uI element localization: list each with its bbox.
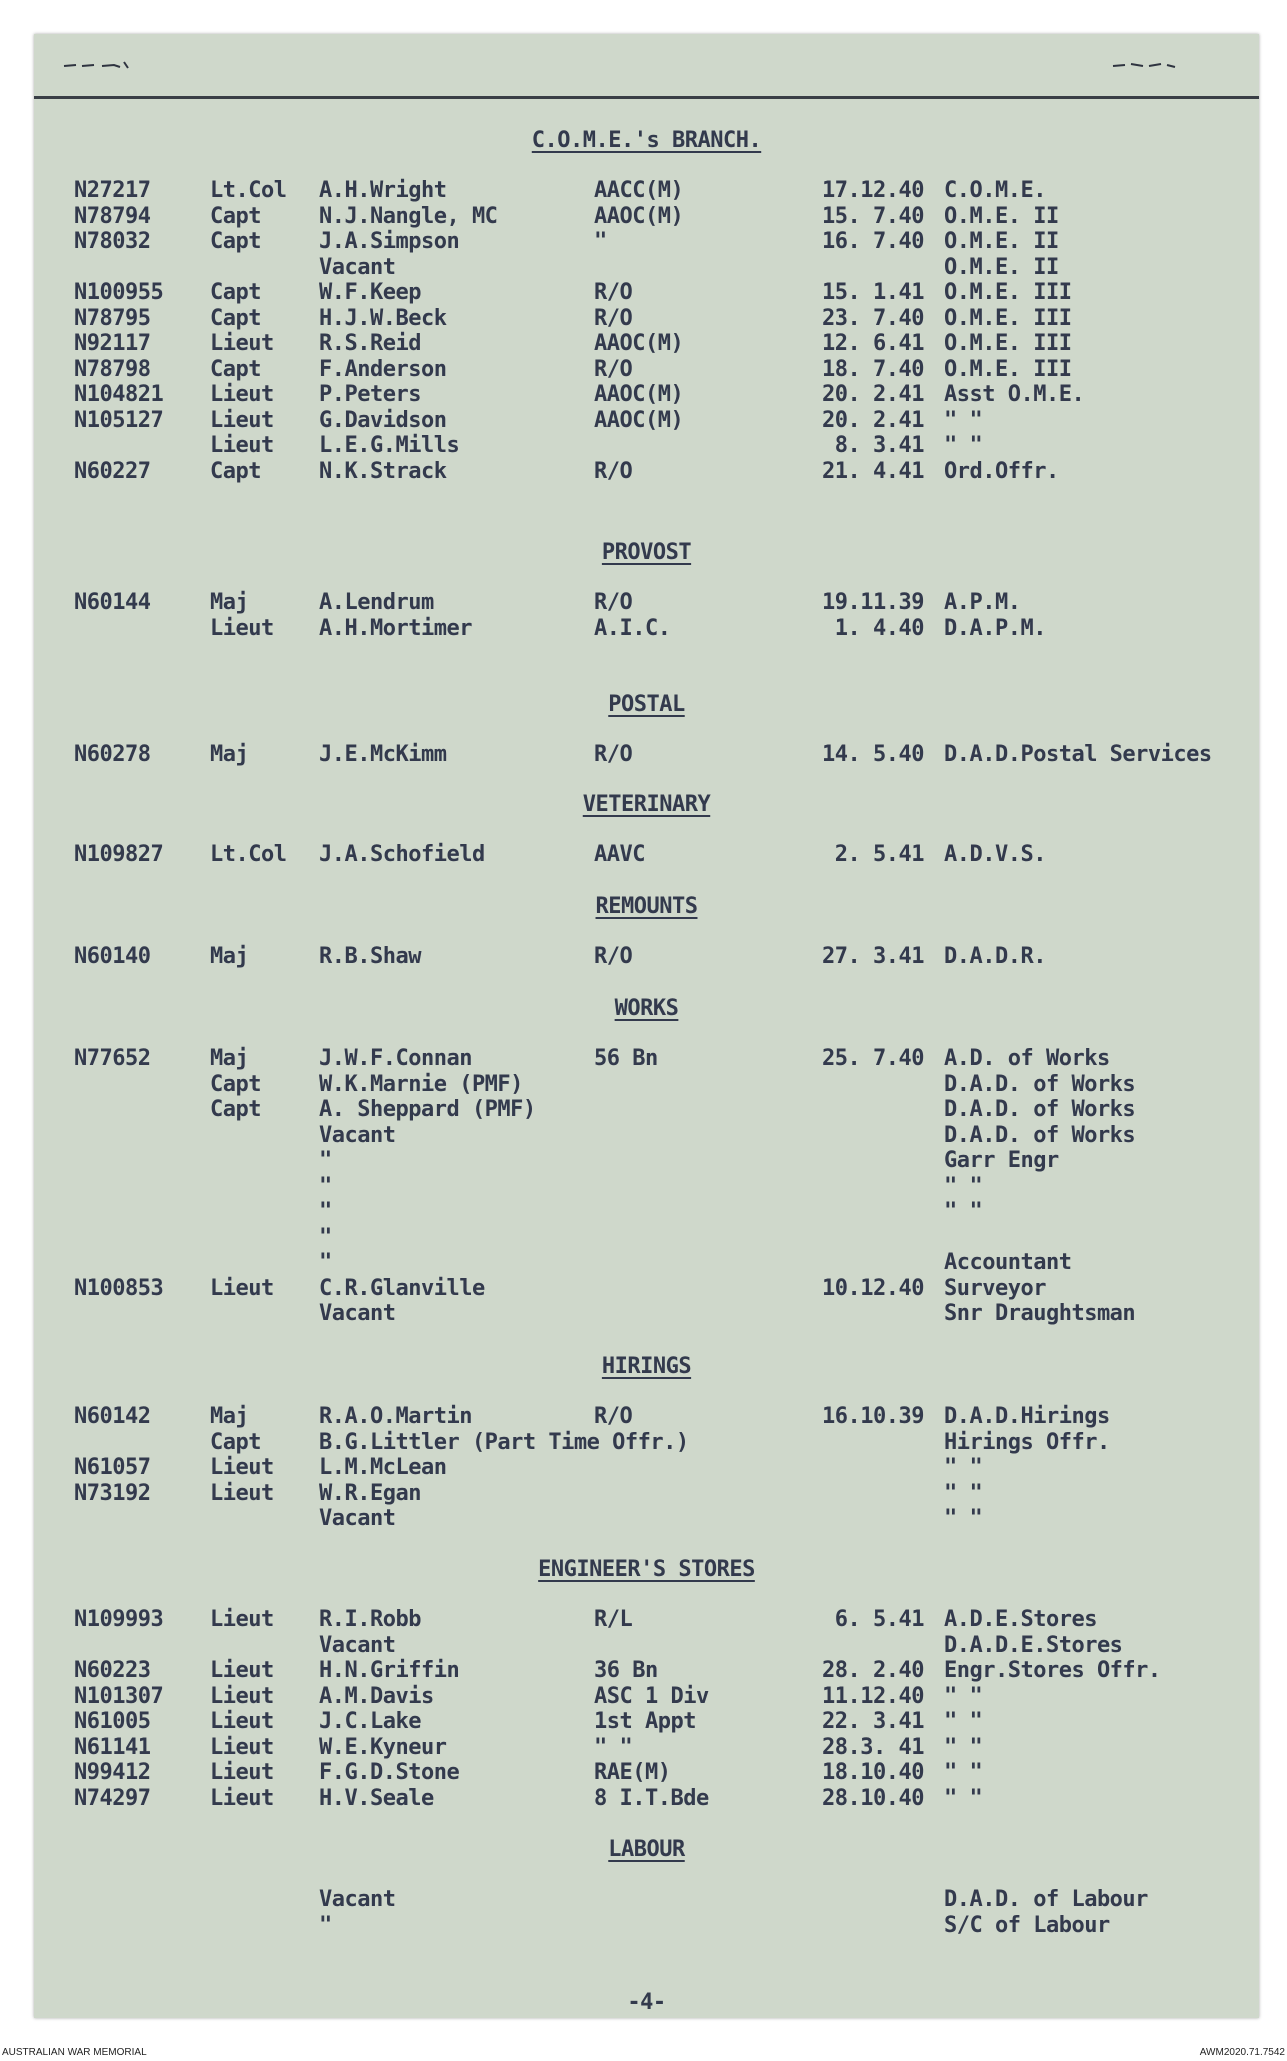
appointment: O.M.E. II: [944, 229, 1059, 254]
date: 6. 5.41: [834, 1607, 924, 1632]
service-number: N78795: [74, 306, 151, 331]
unit: 1st Appt: [594, 1709, 696, 1734]
rank: Capt: [210, 229, 261, 254]
officer-name: C.R.Glanville: [319, 1276, 485, 1301]
service-number: N101307: [74, 1684, 164, 1709]
rank: Lieut: [210, 1481, 274, 1506]
unit: AAOC(M): [594, 382, 684, 407]
officer-name: ": [319, 1913, 332, 1938]
officer-name: J.E.McKimm: [319, 742, 447, 767]
section-heading-text: POSTAL: [608, 692, 685, 717]
service-number: N60142: [74, 1404, 151, 1429]
date: 10.12.40: [822, 1276, 924, 1301]
officer-name: Vacant: [319, 1301, 396, 1326]
service-number: N74297: [74, 1786, 151, 1811]
officer-name: H.V.Seale: [319, 1786, 434, 1811]
section-heading: [34, 1557, 1259, 1582]
officer-name: H.N.Griffin: [319, 1658, 460, 1683]
officer-name: W.F.Keep: [319, 280, 421, 305]
appointment: D.A.D. of Works: [944, 1072, 1136, 1097]
appointment: " ": [944, 1684, 983, 1709]
officer-name: Vacant: [319, 1123, 396, 1148]
section-heading-text: REMOUNTS: [595, 894, 698, 919]
unit: R/O: [594, 1404, 633, 1429]
section-heading: [34, 894, 1259, 919]
appointment: O.M.E. II: [944, 204, 1059, 229]
pin-mark-left: [62, 58, 132, 72]
officer-name: ": [319, 1174, 332, 1199]
officer-name: ": [319, 1250, 332, 1275]
service-number: N105127: [74, 408, 164, 433]
service-number: N99412: [74, 1760, 151, 1785]
date: 15. 7.40: [822, 204, 924, 229]
appointment: Snr Draughtsman: [944, 1301, 1136, 1326]
footer-left: AUSTRALIAN WAR MEMORIAL: [2, 2047, 147, 2058]
section-heading-text: ENGINEER'S STORES: [538, 1557, 755, 1582]
appointment: O.M.E. III: [944, 306, 1072, 331]
officer-name: ": [319, 1148, 332, 1173]
service-number: N60140: [74, 944, 151, 969]
rank: Lieut: [210, 616, 274, 641]
appointment: Surveyor: [944, 1276, 1046, 1301]
officer-name: P.Peters: [319, 382, 421, 407]
rank: Lieut: [210, 408, 274, 433]
officer-name: N.K.Strack: [319, 459, 447, 484]
officer-name: Vacant: [319, 1633, 396, 1658]
date: 20. 2.41: [822, 408, 924, 433]
officer-name: W.E.Kyneur: [319, 1735, 447, 1760]
officer-name: Vacant: [319, 1506, 396, 1531]
officer-name: J.W.F.Connan: [319, 1046, 472, 1071]
unit: AACC(M): [594, 178, 684, 203]
officer-name: ": [319, 1199, 332, 1224]
service-number: N78794: [74, 204, 151, 229]
appointment: " ": [944, 1786, 983, 1811]
rank: Lieut: [210, 1760, 274, 1785]
date: 14. 5.40: [822, 742, 924, 767]
officer-name: W.R.Egan: [319, 1481, 421, 1506]
rank: Maj: [210, 944, 249, 969]
unit: " ": [594, 1735, 633, 1760]
date: 18.10.40: [822, 1760, 924, 1785]
rank: Capt: [210, 1097, 261, 1122]
rank: Lieut: [210, 382, 274, 407]
officer-name: A.Lendrum: [319, 590, 434, 615]
unit: ": [594, 229, 607, 254]
rank: Maj: [210, 1046, 249, 1071]
officer-name: R.A.O.Martin: [319, 1404, 472, 1429]
date: 19.11.39: [822, 590, 924, 615]
service-number: N100853: [74, 1276, 164, 1301]
rank: Capt: [210, 459, 261, 484]
rank: Capt: [210, 357, 261, 382]
date: 20. 2.41: [822, 382, 924, 407]
section-heading: [34, 1354, 1259, 1379]
date: 17.12.40: [822, 178, 924, 203]
date: 18. 7.40: [822, 357, 924, 382]
appointment: " ": [944, 433, 983, 458]
service-number: N104821: [74, 382, 164, 407]
date: 16. 7.40: [822, 229, 924, 254]
date: 22. 3.41: [822, 1709, 924, 1734]
officer-name: A.H.Wright: [319, 178, 447, 203]
officer-name: L.M.McLean: [319, 1455, 447, 1480]
appointment: Engr.Stores Offr.: [944, 1658, 1161, 1683]
appointment: O.M.E. III: [944, 331, 1072, 356]
appointment: O.M.E. II: [944, 255, 1059, 280]
officer-name: W.K.Marnie (PMF): [319, 1072, 523, 1097]
appointment: " ": [944, 1506, 983, 1531]
date: 8. 3.41: [834, 433, 924, 458]
rank: Lieut: [210, 1709, 274, 1734]
document-page: [34, 34, 1259, 2018]
officer-name: A.H.Mortimer: [319, 616, 472, 641]
date: 23. 7.40: [822, 306, 924, 331]
unit: R/O: [594, 742, 633, 767]
section-heading: [34, 692, 1259, 717]
rank: Lt.Col: [210, 842, 287, 867]
date: 16.10.39: [822, 1404, 924, 1429]
officer-name: A. Sheppard (PMF): [319, 1097, 536, 1122]
pin-mark-right: [1109, 58, 1179, 72]
unit: AAOC(M): [594, 408, 684, 433]
unit: R/O: [594, 590, 633, 615]
appointment: " ": [944, 1709, 983, 1734]
date: 27. 3.41: [822, 944, 924, 969]
rank: Lieut: [210, 1786, 274, 1811]
appointment: " ": [944, 1174, 983, 1199]
section-heading: [34, 996, 1259, 1021]
service-number: N77652: [74, 1046, 151, 1071]
date: 15. 1.41: [822, 280, 924, 305]
appointment: C.O.M.E.: [944, 178, 1046, 203]
officer-name: H.J.W.Beck: [319, 306, 447, 331]
service-number: N27217: [74, 178, 151, 203]
appointment: " ": [944, 408, 983, 433]
officer-name: G.Davidson: [319, 408, 447, 433]
service-number: N100955: [74, 280, 164, 305]
rank: Capt: [210, 1072, 261, 1097]
officer-name: R.B.Shaw: [319, 944, 421, 969]
unit: R/L: [594, 1607, 633, 1632]
service-number: N109993: [74, 1607, 164, 1632]
appointment: " ": [944, 1481, 983, 1506]
appointment: " ": [944, 1199, 983, 1224]
officer-name: N.J.Nangle, MC: [319, 204, 498, 229]
rank: Lieut: [210, 1684, 274, 1709]
officer-name: L.E.G.Mills: [319, 433, 460, 458]
section-heading: [34, 128, 1259, 153]
appointment: D.A.D.E.Stores: [944, 1633, 1123, 1658]
appointment: D.A.D. of Works: [944, 1097, 1136, 1122]
appointment: Garr Engr: [944, 1148, 1059, 1173]
rank: Lieut: [210, 1658, 274, 1683]
appointment: O.M.E. III: [944, 357, 1072, 382]
appointment: " ": [944, 1735, 983, 1760]
rank: Lieut: [210, 1735, 274, 1760]
unit: ASC 1 Div: [594, 1684, 709, 1709]
section-heading: [34, 792, 1259, 817]
service-number: N60144: [74, 590, 151, 615]
unit: AAVC: [594, 842, 645, 867]
officer-name: J.A.Simpson: [319, 229, 460, 254]
appointment: S/C of Labour: [944, 1913, 1110, 1938]
unit: AAOC(M): [594, 331, 684, 356]
footer-right: AWM2020.71.7542: [1199, 2047, 1285, 2058]
date: 28. 2.40: [822, 1658, 924, 1683]
officer-name: A.M.Davis: [319, 1684, 434, 1709]
section-heading-text: VETERINARY: [582, 792, 711, 817]
rank: Lieut: [210, 1276, 274, 1301]
officer-name: ": [319, 1225, 332, 1250]
service-number: N61141: [74, 1735, 151, 1760]
rank: Lieut: [210, 1455, 274, 1480]
date: 25. 7.40: [822, 1046, 924, 1071]
rank: Maj: [210, 590, 249, 615]
section-heading-text: HIRINGS: [601, 1354, 692, 1379]
appointment: D.A.D.R.: [944, 944, 1046, 969]
officer-name: J.C.Lake: [319, 1709, 421, 1734]
unit: 36 Bn: [594, 1658, 658, 1683]
rank: Maj: [210, 1404, 249, 1429]
date: 28.3. 41: [822, 1735, 924, 1760]
rank: Lieut: [210, 433, 274, 458]
appointment: D.A.D. of Labour: [944, 1887, 1148, 1912]
officer-name: J.A.Schofield: [319, 842, 485, 867]
section-heading-text: C.O.M.E.'s BRANCH.: [531, 128, 762, 153]
unit: R/O: [594, 357, 633, 382]
appointment: A.D.V.S.: [944, 842, 1046, 867]
service-number: N61057: [74, 1455, 151, 1480]
appointment: Hirings Offr.: [944, 1430, 1110, 1455]
date: 28.10.40: [822, 1786, 924, 1811]
section-heading-text: LABOUR: [608, 1837, 685, 1862]
service-number: N78798: [74, 357, 151, 382]
unit: 8 I.T.Bde: [594, 1786, 709, 1811]
appointment: " ": [944, 1455, 983, 1480]
service-number: N60227: [74, 459, 151, 484]
service-number: N109827: [74, 842, 164, 867]
rank: Capt: [210, 204, 261, 229]
date: 21. 4.41: [822, 459, 924, 484]
appointment: Accountant: [944, 1250, 1072, 1275]
appointment: D.A.P.M.: [944, 616, 1046, 641]
officer-name: F.G.D.Stone: [319, 1760, 460, 1785]
service-number: N60278: [74, 742, 151, 767]
unit: AAOC(M): [594, 204, 684, 229]
rank: Lieut: [210, 1607, 274, 1632]
officer-name: R.S.Reid: [319, 331, 421, 356]
appointment: D.A.D.Postal Services: [944, 742, 1212, 767]
section-heading-text: WORKS: [614, 996, 679, 1021]
page-number: -4-: [627, 1990, 666, 2015]
section-heading: [34, 1837, 1259, 1862]
unit: R/O: [594, 306, 633, 331]
rank: Capt: [210, 306, 261, 331]
section-heading-text: PROVOST: [601, 540, 692, 565]
rank: Capt: [210, 1430, 261, 1455]
appointment: Ord.Offr.: [944, 459, 1059, 484]
unit: R/O: [594, 459, 633, 484]
appointment: D.A.D. of Works: [944, 1123, 1136, 1148]
section-heading: [34, 540, 1259, 565]
date: 1. 4.40: [834, 616, 924, 641]
appointment: O.M.E. III: [944, 280, 1072, 305]
service-number: N73192: [74, 1481, 151, 1506]
appointment: A.D.E.Stores: [944, 1607, 1097, 1632]
rank: Lieut: [210, 331, 274, 356]
date: 2. 5.41: [834, 842, 924, 867]
appointment: Asst O.M.E.: [944, 382, 1085, 407]
unit: R/O: [594, 280, 633, 305]
rank: Maj: [210, 742, 249, 767]
appointment: A.D. of Works: [944, 1046, 1110, 1071]
appointment: D.A.D.Hirings: [944, 1404, 1110, 1429]
top-rule: [34, 96, 1259, 99]
service-number: N78032: [74, 229, 151, 254]
date: 12. 6.41: [822, 331, 924, 356]
unit: R/O: [594, 944, 633, 969]
unit: A.I.C.: [594, 616, 671, 641]
rank: Capt: [210, 280, 261, 305]
officer-name: F.Anderson: [319, 357, 447, 382]
service-number: N60223: [74, 1658, 151, 1683]
unit: 56 Bn: [594, 1046, 658, 1071]
appointment: " ": [944, 1760, 983, 1785]
date: 11.12.40: [822, 1684, 924, 1709]
appointment: A.P.M.: [944, 590, 1021, 615]
officer-name: Vacant: [319, 1887, 396, 1912]
service-number: N92117: [74, 331, 151, 356]
service-number: N61005: [74, 1709, 151, 1734]
rank: Lt.Col: [210, 178, 287, 203]
officer-name: B.G.Littler (Part Time Offr.): [319, 1430, 689, 1455]
unit: RAE(M): [594, 1760, 671, 1785]
officer-name: Vacant: [319, 255, 396, 280]
officer-name: R.I.Robb: [319, 1607, 421, 1632]
